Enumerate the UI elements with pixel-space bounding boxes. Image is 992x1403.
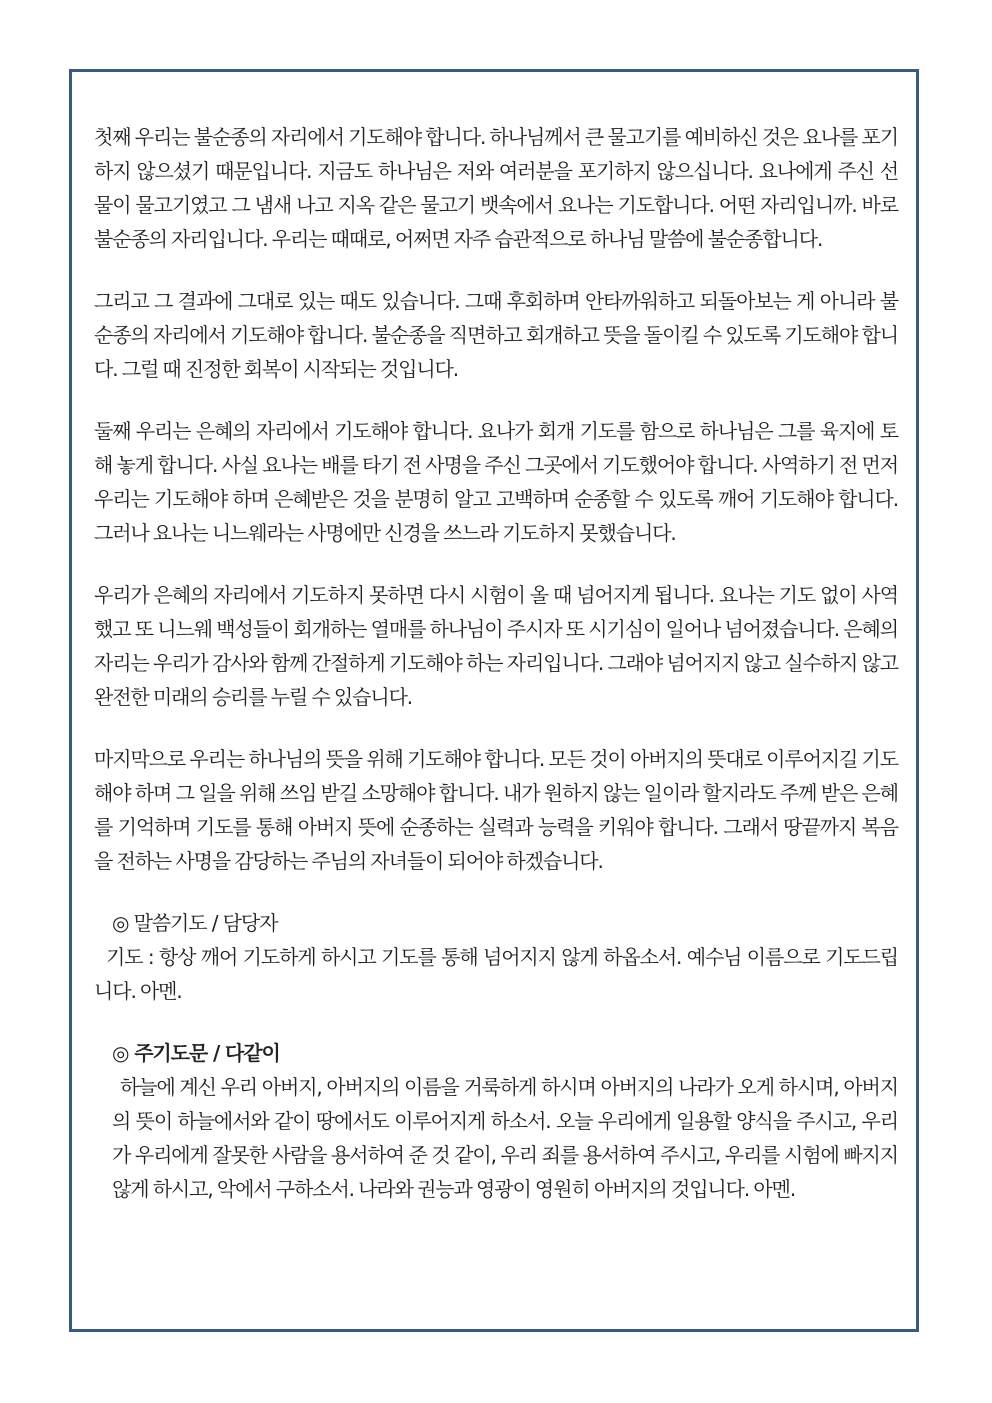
paragraph-second-grace: 둘째 우리는 은혜의 자리에서 기도해야 합니다. 요나가 회개 기도를 함으로 하나님은 그를 육지에 토해 놓게 합니다. 사실 요나는 배를 타기 전 사명을 주신 그곳에서 기도했어야 합니다. 사역하기 전 먼저 우리는 기도해야 하며 은혜받은 것을 분명히 알고 고백하며 순종할 수 있도록 깨어 기도해야 합니다. 그러나 요나는 니느웨라는 사명에만 신경을 쓰느라 기도하지 못했습니다. (94, 419, 898, 545)
prayer-body: 기도 : 항상 깨어 기도하게 하시고 기도를 통해 넘어지지 않게 하옵소서. 예수님 이름으로 기도드립니다. 아멘. (94, 945, 898, 1003)
lords-prayer-heading: ◎ 주기도문 / 다같이 (112, 1041, 280, 1065)
paragraph-spacer (94, 386, 898, 414)
lords-prayer-section (112, 1036, 898, 1206)
paragraph-spacer (94, 550, 898, 578)
document-content (94, 120, 898, 1206)
paragraph-spacer (94, 1008, 898, 1036)
lords-prayer-body: 하늘에 계신 우리 아버지, 아버지의 이름을 거룩하게 하시며 아버지의 나라가 오게 하시며, 아버지의 뜻이 하늘에서와 같이 땅에서도 이루어지게 하소서. 오늘 우리에게 일용할 양식을 주시고, 우리가 우리에게 잘못한 사람을 용서하여 준 것 같이, 우리 죄를 용서하여 주시고, 우리를 시험에 빠지지 않게 하시고, 악에서 구하소서. 나라와 권능과 영광이 영원히 아버지의 것입니다. 아멘. (112, 1075, 898, 1201)
paragraph-repentance: 그리고 그 결과에 그대로 있는 때도 있습니다. 그때 후회하며 안타까워하고 되돌아보는 게 아니라 불순종의 자리에서 기도해야 합니다. 불순종을 직면하고 회개하고 뜻을 돌이킬 수 있도록 기도해야 합니다. 그럴 때 진정한 회복이 시작되는 것입니다. (94, 289, 898, 381)
paragraph-spacer (94, 878, 898, 906)
paragraph-first-disobedience: 첫째 우리는 불순종의 자리에서 기도해야 합니다. 하나님께서 큰 물고기를 예비하신 것은 요나를 포기하지 않으셨기 때문입니다. 지금도 하나님은 저와 여러분을 포기하지 않으십니다. 요나에게 주신 선물이 물고기였고 그 냄새 나고 지옥 같은 물고기 뱃속에서 요나는 기도합니다. 어떤 자리입니까. 바로 불순종의 자리입니다. 우리는 때때로, 어쩌면 자주 습관적으로 하나님 말씀에 불순종합니다. (94, 125, 898, 251)
paragraph-temptation: 우리가 은혜의 자리에서 기도하지 못하면 다시 시험이 올 때 넘어지게 됩니다. 요나는 기도 없이 사역했고 또 니느웨 백성들이 회개하는 열매를 하나님이 주시자 또 시기심이 일어나 넘어졌습니다. 은혜의 자리는 우리가 감사와 함께 간절하게 기도해야 하는 자리입니다. 그래야 넘어지지 않고 실수하지 않고 완전한 미래의 승리를 누릴 수 있습니다. (94, 583, 898, 709)
paragraph-spacer (94, 256, 898, 284)
paragraph-last-gods-will: 마지막으로 우리는 하나님의 뜻을 위해 기도해야 합니다. 모든 것이 아버지의 뜻대로 이루어지길 기도해야 하며 그 일을 위해 쓰임 받길 소망해야 합니다. 내가 원하지 않는 일이라 할지라도 주께 받은 은혜를 기억하며 기도를 통해 아버지 뜻에 순종하는 실력과 능력을 키워야 합니다. 그래서 땅끝까지 복음을 전하는 사명을 감당하는 주님의 자녀들이 되어야 하겠습니다. (94, 747, 898, 873)
paragraph-spacer (94, 714, 898, 742)
prayer-heading: ◎ 말씀기도 / 담당자 (112, 911, 278, 935)
